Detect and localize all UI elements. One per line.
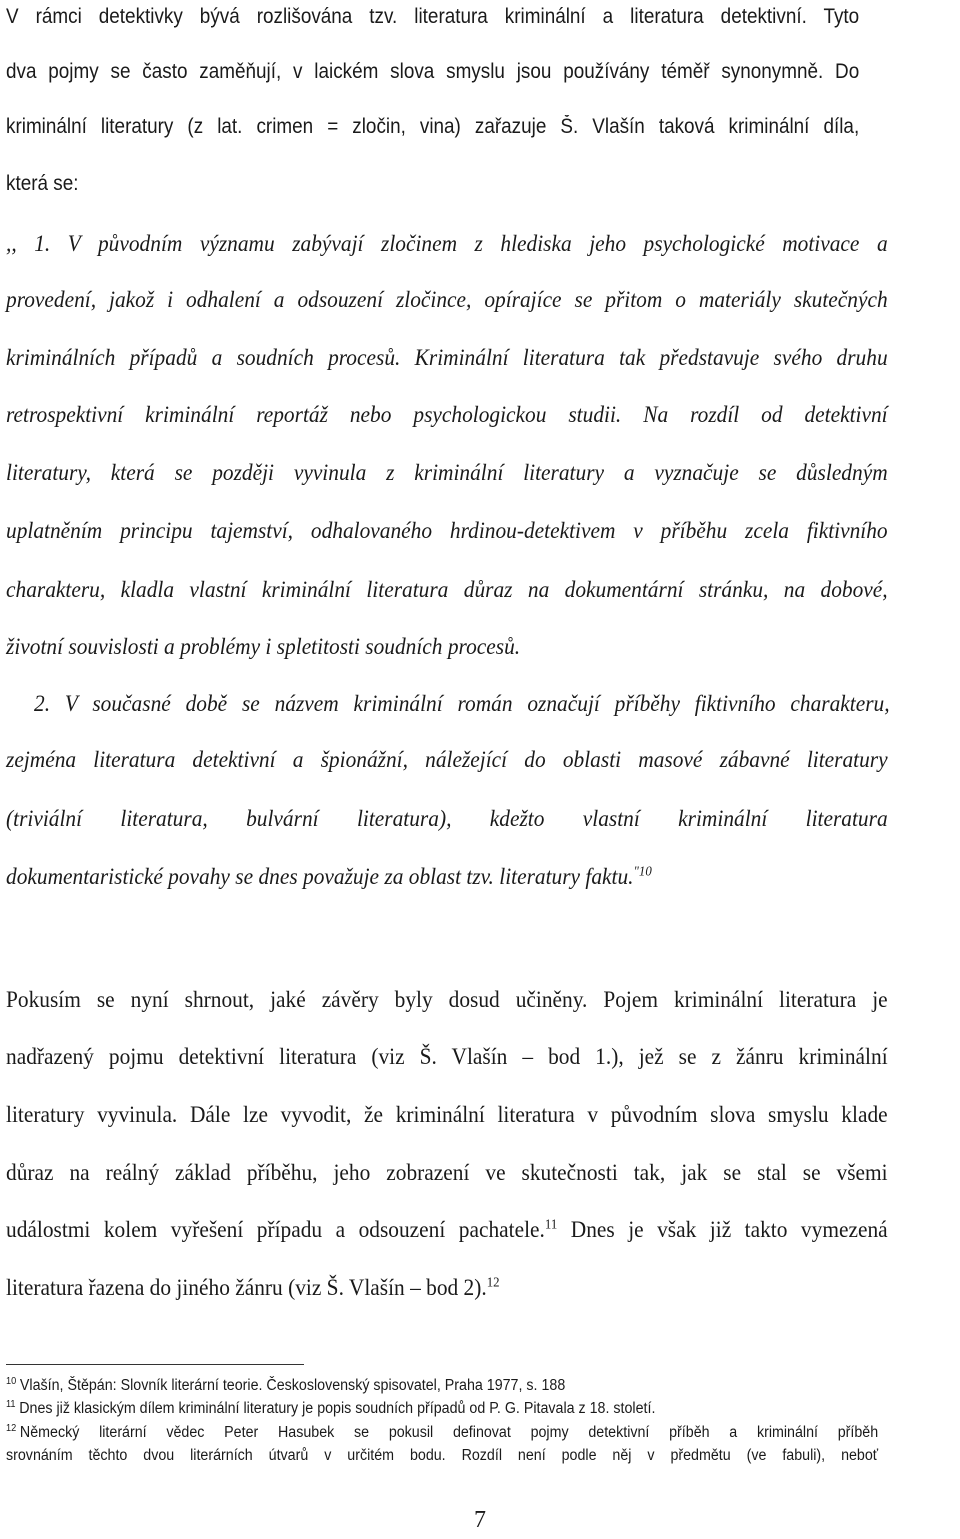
quote-line: kriminálních případů a soudních procesů. Kriminální literatura tak představuje svého druhu — [6, 345, 888, 370]
footnote-separator — [6, 1364, 304, 1365]
quote-line: zejména literatura detektivní a špionážní, náležející do oblasti masové zábavné literatury — [6, 747, 888, 772]
quote-line: 2. V současné době se názvem kriminální román označují příběhy fiktivního charakteru, — [34, 691, 890, 716]
paragraph2-text: Dnes je však již takto vymezená — [557, 1217, 888, 1242]
page-number: 7 — [474, 1507, 486, 1533]
footnote-text: Vlašín, Štěpán: Slovník literární teorie. Československý spisovatel, Praha 1977, s. 188 — [19, 1377, 566, 1394]
quote-line: charakteru, kladla vlastní kriminální literatura důraz na dokumentární stránku, na dobové, — [6, 577, 888, 602]
footnote-text: Německý literární vědec Peter Hasubek se pokusil definovat pojmy detektivní příběh a kriminální příběh — [19, 1424, 879, 1441]
quote-line: uplatněním principu tajemství, odhalovaného hrdinou-detektivem v příběhu zcela fiktivního — [6, 518, 888, 543]
paragraph1-line: kriminální literatury (z lat. crimen = zločin, vina) zařazuje Š. Vlašín taková kriminální díla, — [6, 115, 860, 138]
paragraph2-line: Pokusím se nyní shrnout, jaké závěry byly dosud učiněny. Pojem kriminální literatura je — [6, 987, 888, 1012]
paragraph2-line — [6, 1273, 888, 1303]
footnote-ref-11: 11 — [544, 1216, 558, 1232]
paragraph1-line: dva pojmy se často zaměňují, v laickém slova smyslu jsou používány téměř synonymně. Do — [6, 60, 860, 83]
paragraph2-text: událostmi kolem vyřešení případu a odsouzení pachatele. — [6, 1217, 545, 1242]
footnote-mark: 10 — [6, 1375, 17, 1387]
footnote-12-continuation: srovnáním těchto dvou literárních útvarů v určitém bodu. Rozdíl není podle něj v předmětu (ve fabuli), neboť — [6, 1447, 879, 1464]
footnote-12 — [6, 1423, 878, 1443]
quote-close: " — [633, 863, 639, 879]
quote-line: ,, 1. V původním významu zabývají zločinem z hlediska jeho psychologické motivace a — [6, 231, 888, 256]
quote-line: životní souvislosti a problémy i spletitosti soudních procesů. — [6, 634, 521, 659]
footnote-ref-10: 10 — [638, 863, 652, 879]
footnote-ref-12: 12 — [486, 1274, 500, 1290]
quote-line: provedení, jakož i odhalení a odsouzení zločince, opírajíce se přitom o materiály skutečných — [6, 287, 888, 312]
paragraph2-line — [6, 1215, 888, 1245]
paragraph2-line: literatury vyvinula. Dále lze vyvodit, že kriminální literatura v původním slova smyslu klade — [6, 1102, 888, 1127]
quote-line-text: dokumentaristické povahy se dnes považuje za oblast tzv. literatury faktu. — [6, 864, 634, 889]
paragraph2-line: důraz na reálný základ příběhu, jeho zobrazení ve skutečnosti tak, jak se stal se všemi — [6, 1160, 888, 1185]
quote-line — [6, 862, 888, 892]
paragraph1-line: V rámci detektivky bývá rozlišována tzv. literatura kriminální a literatura detektivní. Tyto — [6, 5, 860, 28]
footnote-10 — [6, 1376, 878, 1396]
paragraph2-line: nadřazený pojmu detektivní literatura (viz Š. Vlašín – bod 1.), jež se z žánru kriminální — [6, 1044, 888, 1069]
paragraph1-line: která se: — [6, 172, 79, 195]
footnote-mark: 12 — [6, 1422, 17, 1434]
quote-line: literatury, která se později vyvinula z kriminální literatury a vyznačuje se důsledným — [6, 460, 888, 485]
quote-line: retrospektivní kriminální reportáž nebo psychologickou studii. Na rozdíl od detektivní — [6, 402, 888, 427]
footnote-text: Dnes již klasickým dílem kriminální literatury je popis soudních případů od P. G. Pitavala z 18. století. — [19, 1400, 656, 1417]
footnote-11 — [6, 1399, 878, 1419]
quote-line: (triviální literatura, bulvární literatura), kdežto vlastní kriminální literatura — [6, 806, 888, 831]
paragraph2-text: literatura řazena do jiného žánru (viz Š. Vlašín – bod 2). — [6, 1275, 487, 1300]
footnote-mark: 11 — [6, 1398, 16, 1410]
